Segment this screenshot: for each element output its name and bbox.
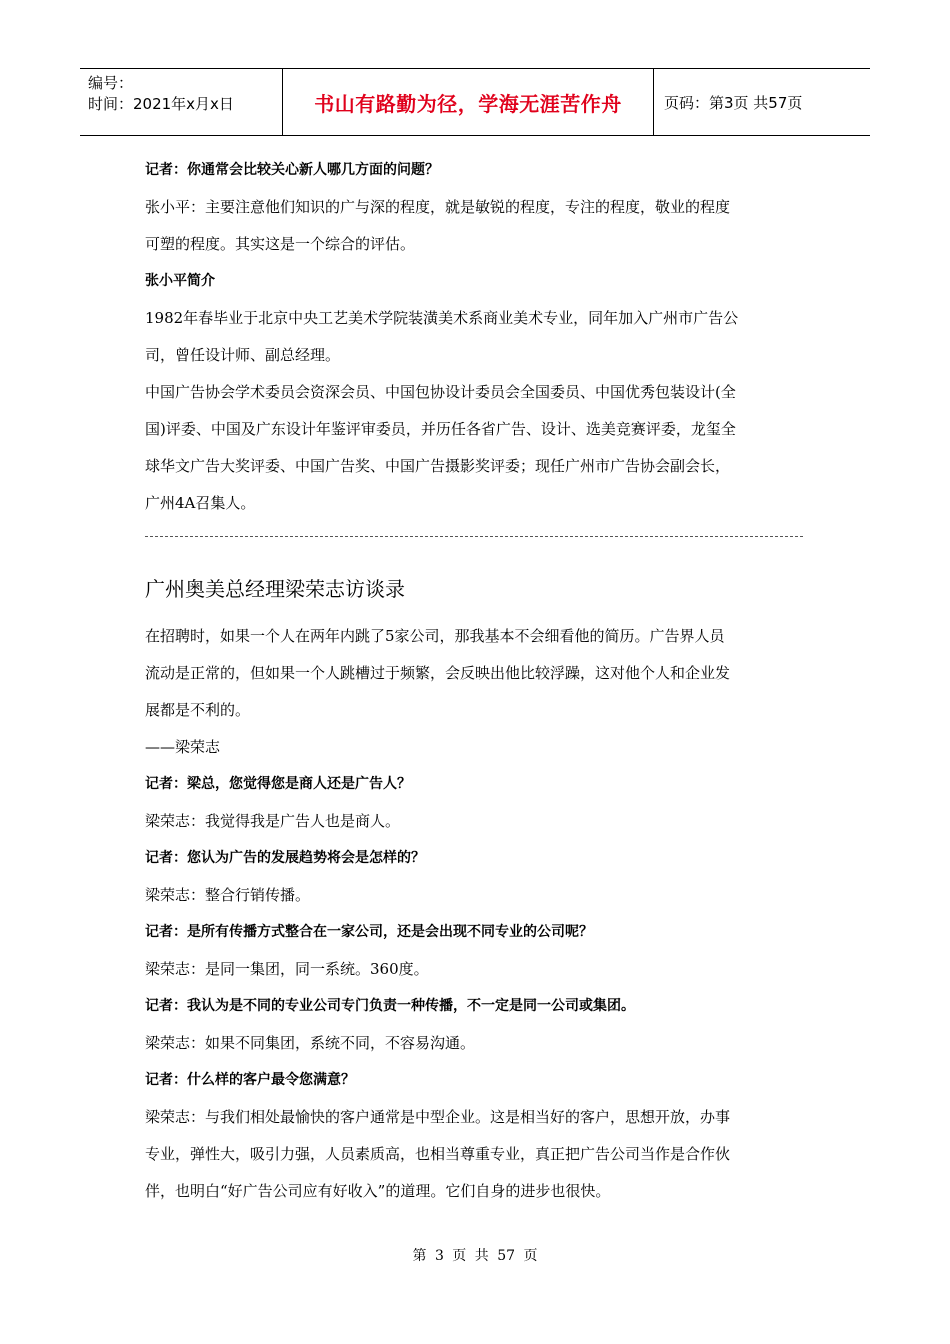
answer-4: 梁荣志：是同一集团，同一系统。360度。 xyxy=(145,960,429,978)
document-body xyxy=(145,152,807,1210)
answer-6-line-2: 专业，弹性大，吸引力强，人员素质高，也相当尊重专业，真正把广告公司当作是合作伙 xyxy=(145,1145,731,1163)
question-6: 记者：什么样的客户最令您满意？ xyxy=(145,1072,355,1088)
answer-3: 梁荣志：整合行销传播。 xyxy=(145,886,311,904)
question-3: 记者：您认为广告的发展趋势将会是怎样的？ xyxy=(145,850,425,866)
question-1: 记者：你通常会比较关心新人哪几方面的问题？ xyxy=(145,162,439,178)
answer-1-line-2: 可塑的程度。其实这是一个综合的评估。 xyxy=(145,235,416,253)
bio-p2-line-2: 国)评委、中国及广东设计年鉴评审委员，并历任各省广告、设计、选美竞赛评委，龙玺全 xyxy=(145,420,736,438)
header-motto: 书山有路勤为径，学海无涯苦作舟 xyxy=(282,69,654,135)
number-label: 编号： xyxy=(88,74,134,92)
question-4: 记者：是所有传播方式整合在一家公司，还是会出现不同专业的公司呢？ xyxy=(145,924,593,940)
answer-1-line-1: 张小平：主要注意他们知识的广与深的程度，就是敏锐的程度，专注的程度，敬业的程度 xyxy=(145,198,731,216)
answer-6-line-1: 梁荣志：与我们相处最愉快的客户通常是中型企业。这是相当好的客户，思想开放，办事 xyxy=(145,1108,731,1126)
page-header xyxy=(80,68,870,136)
question-5: 记者：我认为是不同的专业公司专门负责一种传播，不一定是同一公司或集团。 xyxy=(145,998,635,1014)
bio-title: 张小平简介 xyxy=(145,273,215,289)
intro-line-1: 在招聘时，如果一个人在两年内跳了5家公司，那我基本不会细看他的简历。广告界人员 xyxy=(145,627,725,645)
question-2: 记者：梁总，您觉得您是商人还是广告人？ xyxy=(145,776,411,792)
article-title: 广州奥美总经理梁荣志访谈录 xyxy=(145,577,405,601)
bio-p1-line-2: 司，曾任设计师、副总经理。 xyxy=(145,346,341,364)
intro-signature: ——梁荣志 xyxy=(145,738,221,756)
header-page-info: 页码：第3页 共57页 xyxy=(664,93,803,112)
answer-2: 梁荣志：我觉得我是广告人也是商人。 xyxy=(145,812,401,830)
page-footer: 第 3 页 共 57 页 xyxy=(412,1248,538,1264)
time-label: 时间：2021年x月x日 xyxy=(88,95,234,113)
bio-p2-line-1: 中国广告协会学术委员会资深会员、中国包协设计委员会全国委员、中国优秀包装设计(全 xyxy=(145,383,736,401)
bio-p1-line-1: 1982年春毕业于北京中央工艺美术学院装潢美术系商业美术专业，同年加入广州市广告公 xyxy=(145,309,739,327)
bio-p2-line-3: 球华文广告大奖评委、中国广告奖、中国广告摄影奖评委；现任广州市广告协会副会长， xyxy=(145,457,731,475)
answer-5: 梁荣志：如果不同集团，系统不同，不容易沟通。 xyxy=(145,1034,476,1052)
header-meta xyxy=(80,69,282,135)
dashed-divider xyxy=(145,536,803,537)
intro-line-3: 展都是不利的。 xyxy=(145,701,251,719)
bio-p2-line-4: 广州4A召集人。 xyxy=(145,494,256,512)
intro-line-2: 流动是正常的，但如果一个人跳槽过于频繁，会反映出他比较浮躁，这对他个人和企业发 xyxy=(145,664,731,682)
answer-6-line-3: 伴，也明白“好广告公司应有好收入”的道理。它们自身的进步也很快。 xyxy=(145,1182,611,1200)
